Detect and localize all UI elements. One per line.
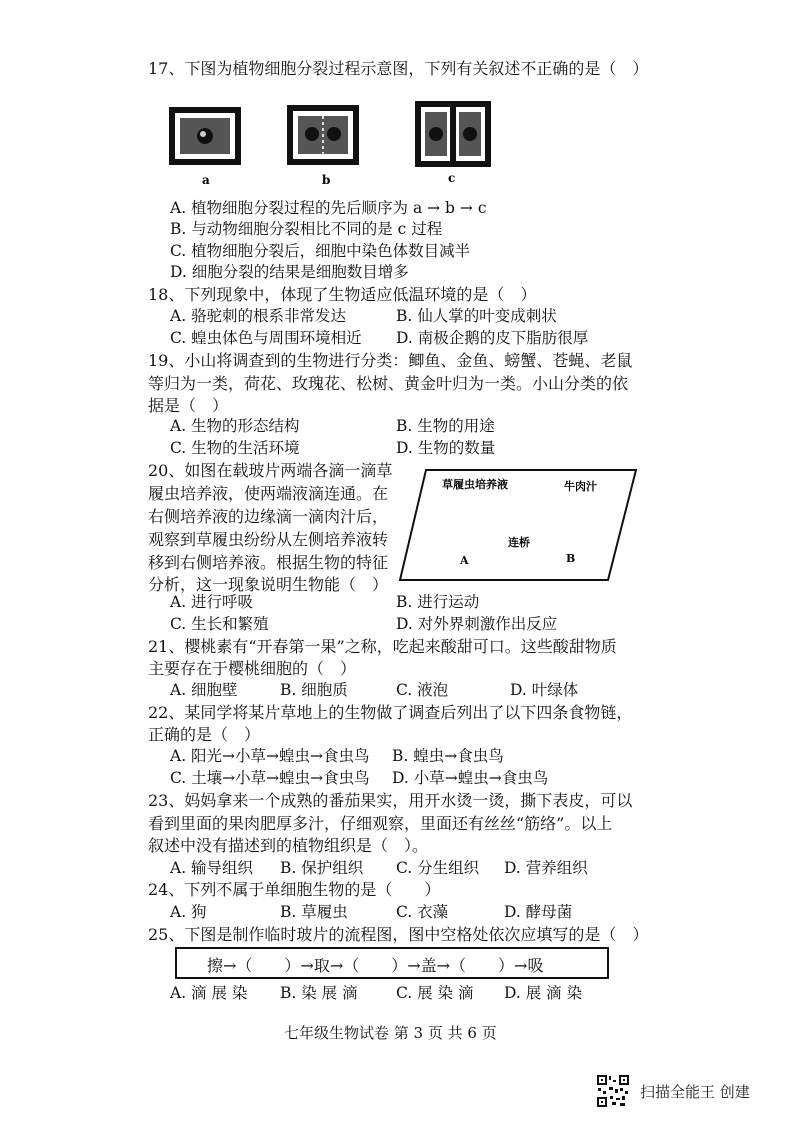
right-liquid-label: 牛肉汁 [564,480,597,493]
qr-code-icon [596,1074,630,1108]
q17-option-b: B. 与动物细胞分裂相比不同的是 c 过程 [170,220,443,238]
q20-stem-line6: 分析，这一现象说明生物能（ ） [148,575,389,594]
q20-stem-line3: 右侧培养液的边缘滴一滴肉汁后， [148,507,389,526]
q20-option-a: A. 进行呼吸 [170,593,254,611]
q18-option-a: A. 骆驼刺的根系非常发达 [170,307,347,325]
q22-stem-line2: 正确的是（ ） [148,725,261,744]
point-b-label: B [566,552,576,565]
q25-option-c: C. 展 染 滴 [396,984,474,1002]
q22-option-d: D. 小草→蝗虫→食虫鸟 [392,769,549,787]
q18-option-d: D. 南极企鹅的皮下脂肪很厚 [396,329,589,347]
q17-option-d: D. 细胞分裂的结果是细胞数目增多 [170,263,409,281]
fig-label-c: c [448,171,456,185]
slide-procedure-flowchart [175,947,609,979]
q17-option-c: C. 植物细胞分裂后，细胞中染色体数目减半 [170,242,471,260]
q23-stem-line3: 叙述中没有描述到的植物组织是（ ）。 [148,836,429,855]
q19-stem-line1: 19、小山将调查到的生物进行分类：鲫鱼、金鱼、螃蟹、苍蝇、老鼠 [148,351,633,370]
q25-stem: 25、下图是制作临时玻片的流程图，图中空格处依次应填写的是（ ） [148,925,649,944]
q19-stem-line3: 据是（ ） [148,396,229,415]
bridge-label: 连桥 [508,536,530,549]
q21-option-a: A. 细胞壁 [170,681,238,699]
q19-option-b: B. 生物的用途 [396,417,495,435]
q18-option-b: B. 仙人掌的叶变成刺状 [396,307,557,325]
q21-option-c: C. 液泡 [396,681,449,699]
q23-stem-line2: 看到里面的果肉肥厚多汁，仔细观察，里面还有丝丝“筋络”。以上 [148,814,613,833]
point-a-label: A [460,554,469,567]
cell-b [290,108,356,162]
q24-option-d: D. 酵母菌 [504,903,573,921]
q24-option-b: B. 草履虫 [280,903,348,921]
q25-option-b: B. 染 展 滴 [280,984,358,1002]
cell-division-figure [160,96,520,196]
q21-option-d: D. 叶绿体 [510,681,579,699]
q19-option-d: D. 生物的数量 [396,439,496,457]
q22-option-c: C. 土壤→小草→蝗虫→食虫鸟 [170,769,370,787]
q20-option-d: D. 对外界刺激作出反应 [396,615,558,633]
q23-option-c: C. 分生组织 [396,859,480,877]
q18-stem: 18、下列现象中，体现了生物适应低温环境的是（ ） [148,285,537,304]
left-liquid-label: 草履虫培养液 [442,478,508,491]
q24-option-c: C. 衣藻 [396,903,449,921]
flowchart-text: 擦→（ ）→取→（ ）→盖→（ ）→吸 [207,956,544,975]
q23-option-a: A. 输导组织 [170,859,254,877]
q17-stem: 17、下图为植物细胞分裂过程示意图，下列有关叙述不正确的是（ ） [148,59,649,78]
q20-stem-line4: 观察到草履虫纷纷从左侧培养液转 [148,530,389,549]
q21-stem-line2: 主要存在于樱桃细胞的（ ） [148,659,357,678]
q20-option-c: C. 生长和繁殖 [170,615,269,633]
q21-option-b: B. 细胞质 [280,681,348,699]
scanner-watermark [596,1074,786,1110]
q20-stem-line5: 移到右侧培养液。根据生物的特征 [148,553,389,572]
slide-figure [398,466,638,584]
q18-option-c: C. 蝗虫体色与周围环境相近 [170,329,362,347]
cell-c [418,104,488,164]
q20-stem-line2: 履虫培养液，使两端液滴连通。在 [148,484,389,503]
q22-option-b: B. 蝗虫→食虫鸟 [392,747,504,765]
q23-option-b: B. 保护组织 [280,859,364,877]
q22-option-a: A. 阳光→小草→蝗虫→食虫鸟 [170,747,370,765]
watermark-text: 扫描全能王 创建 [640,1083,750,1101]
q19-option-c: C. 生物的生活环境 [170,439,300,457]
q24-option-a: A. 狗 [170,903,207,921]
q20-option-b: B. 进行运动 [396,593,480,611]
q20-stem-line1: 20、如图在载玻片两端各滴一滴草 [148,461,393,480]
q17-option-a: A. 植物细胞分裂过程的先后顺序为 a → b → c [170,199,487,217]
q24-stem: 24、下列不属于单细胞生物的是（ ） [148,880,441,899]
q25-option-d: D. 展 滴 染 [504,984,583,1002]
q22-stem-line1: 22、某同学将某片草地上的生物做了调查后列出了以下四条食物链， [148,703,633,722]
page-footer: 七年级生物试卷 第 3 页 共 6 页 [284,1024,497,1042]
cell-a [172,110,238,162]
q25-option-a: A. 滴 展 染 [170,984,248,1002]
q19-option-a: A. 生物的形态结构 [170,417,300,435]
q21-stem-line1: 21、樱桃素有“开春第一果”之称，吃起来酸甜可口。这些酸甜物质 [148,637,617,656]
q19-stem-line2: 等归为一类，荷花、玫瑰花、松树、黄金叶归为一类。小山分类的依 [148,374,629,393]
q23-stem-line1: 23、妈妈拿来一个成熟的番茄果实，用开水烫一烫，撕下表皮，可以 [148,791,633,810]
fig-label-a: a [202,173,210,187]
fig-label-b: b [322,173,331,187]
q23-option-d: D. 营养组织 [504,859,588,877]
